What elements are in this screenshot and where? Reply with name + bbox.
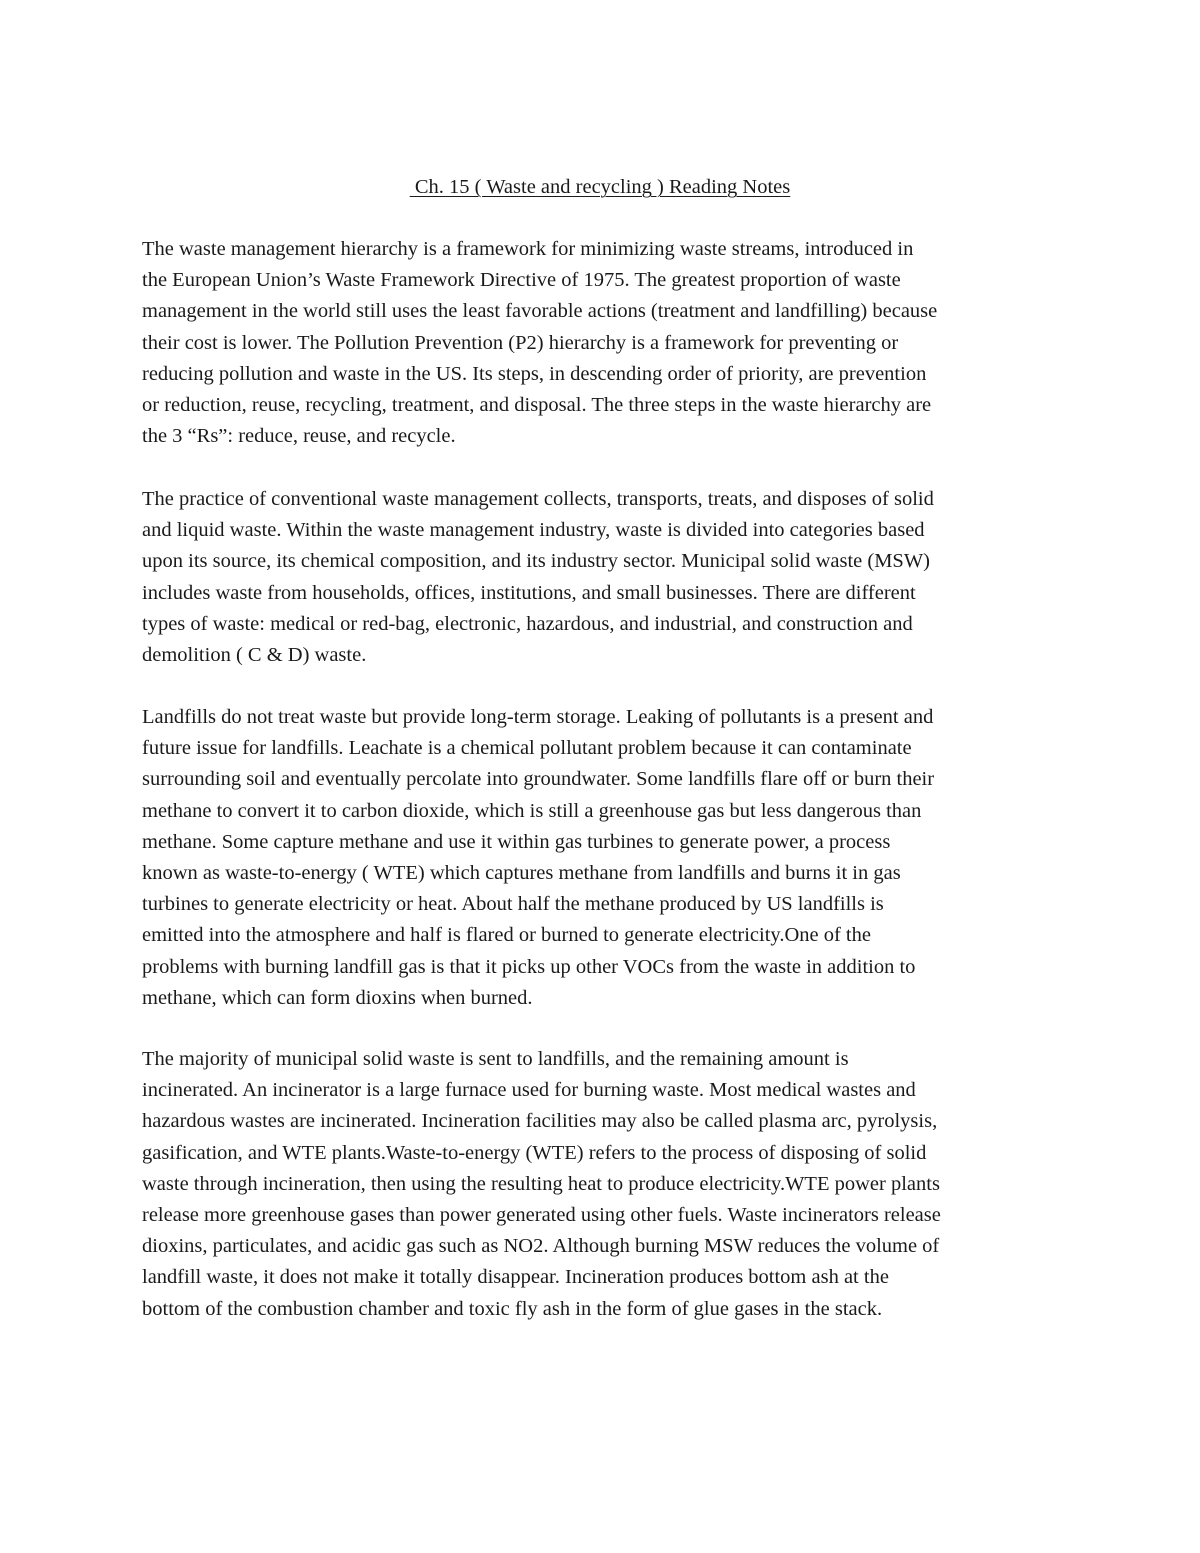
text-line: includes waste from households, offices, institutions, and small businesses. There are different <box>142 581 916 604</box>
text-line: methane to convert it to carbon dioxide, which is still a greenhouse gas but less dangerous than <box>142 799 922 822</box>
text-line: methane, which can form dioxins when burned. <box>142 986 533 1009</box>
text-line: emitted into the atmosphere and half is flared or burned to generate electricity.One of the <box>142 924 871 947</box>
page-title: Ch. 15 ( Waste and recycling ) Reading Notes <box>409 176 791 198</box>
text-line: waste through incineration, then using the resulting heat to produce electricity.WTE power plants <box>142 1172 940 1195</box>
text-line: reducing pollution and waste in the US. Its steps, in descending order of priority, are prevention <box>142 362 927 385</box>
paragraph-incineration <box>142 1044 1072 1325</box>
text-line: The practice of conventional waste management collects, transports, treats, and disposes of solid <box>142 488 934 510</box>
paragraph-waste-hierarchy <box>142 234 1072 452</box>
text-line: The waste management hierarchy is a framework for minimizing waste streams, introduced in <box>142 238 914 260</box>
text-line: demolition ( C & D) waste. <box>142 643 367 666</box>
text-line: methane. Some capture methane and use it within gas turbines to generate power, a process <box>142 830 891 853</box>
text-line: management in the world still uses the least favorable actions (treatment and landfilling) because <box>142 300 938 323</box>
text-line: problems with burning landfill gas is that it picks up other VOCs from the waste in addition to <box>142 955 916 978</box>
text-line: dioxins, particulates, and acidic gas such as NO2. Although burning MSW reduces the volume of <box>142 1235 940 1258</box>
paragraph-conventional-waste-management <box>142 484 1072 671</box>
text-line: Landfills do not treat waste but provide long-term storage. Leaking of pollutants is a present and <box>142 706 934 728</box>
text-line: release more greenhouse gases than power generated using other fuels. Waste incinerators release <box>142 1203 941 1226</box>
text-line: bottom of the combustion chamber and toxic fly ash in the form of glue gases in the stack. <box>142 1297 883 1320</box>
text-line: turbines to generate electricity or heat. About half the methane produced by US landfills is <box>142 893 884 916</box>
text-line: upon its source, its chemical composition, and its industry sector. Municipal solid waste (MSW) <box>142 550 930 573</box>
text-line: the 3 “Rs”: reduce, reuse, and recycle. <box>142 425 456 448</box>
text-line: or reduction, reuse, recycling, treatment, and disposal. The three steps in the waste hierarchy are <box>142 393 932 416</box>
paragraph-landfills <box>142 702 1072 1014</box>
text-line: hazardous wastes are incinerated. Incineration facilities may also be called plasma arc, pyrolysis, <box>142 1110 938 1133</box>
text-line: their cost is lower. The Pollution Prevention (P2) hierarchy is a framework for preventing or <box>142 331 899 354</box>
text-line: gasification, and WTE plants.Waste-to-energy (WTE) refers to the process of disposing of solid <box>142 1141 927 1164</box>
text-line: future issue for landfills. Leachate is a chemical pollutant problem because it can contaminate <box>142 737 912 760</box>
text-line: known as waste-to-energy ( WTE) which captures methane from landfills and burns it in gas <box>142 861 901 884</box>
text-line: types of waste: medical or red-bag, electronic, hazardous, and industrial, and construction and <box>142 612 913 635</box>
text-line: The majority of municipal solid waste is sent to landfills, and the remaining amount is <box>142 1048 849 1070</box>
text-line: surrounding soil and eventually percolate into groundwater. Some landfills flare off or burn their <box>142 768 935 791</box>
text-line: landfill waste, it does not make it totally disappear. Incineration produces bottom ash at the <box>142 1266 889 1289</box>
text-line: and liquid waste. Within the waste management industry, waste is divided into categories based <box>142 519 925 542</box>
text-line: incinerated. An incinerator is a large furnace used for burning waste. Most medical wastes and <box>142 1079 916 1102</box>
text-line: the European Union’s Waste Framework Directive of 1975. The greatest proportion of waste <box>142 269 901 292</box>
